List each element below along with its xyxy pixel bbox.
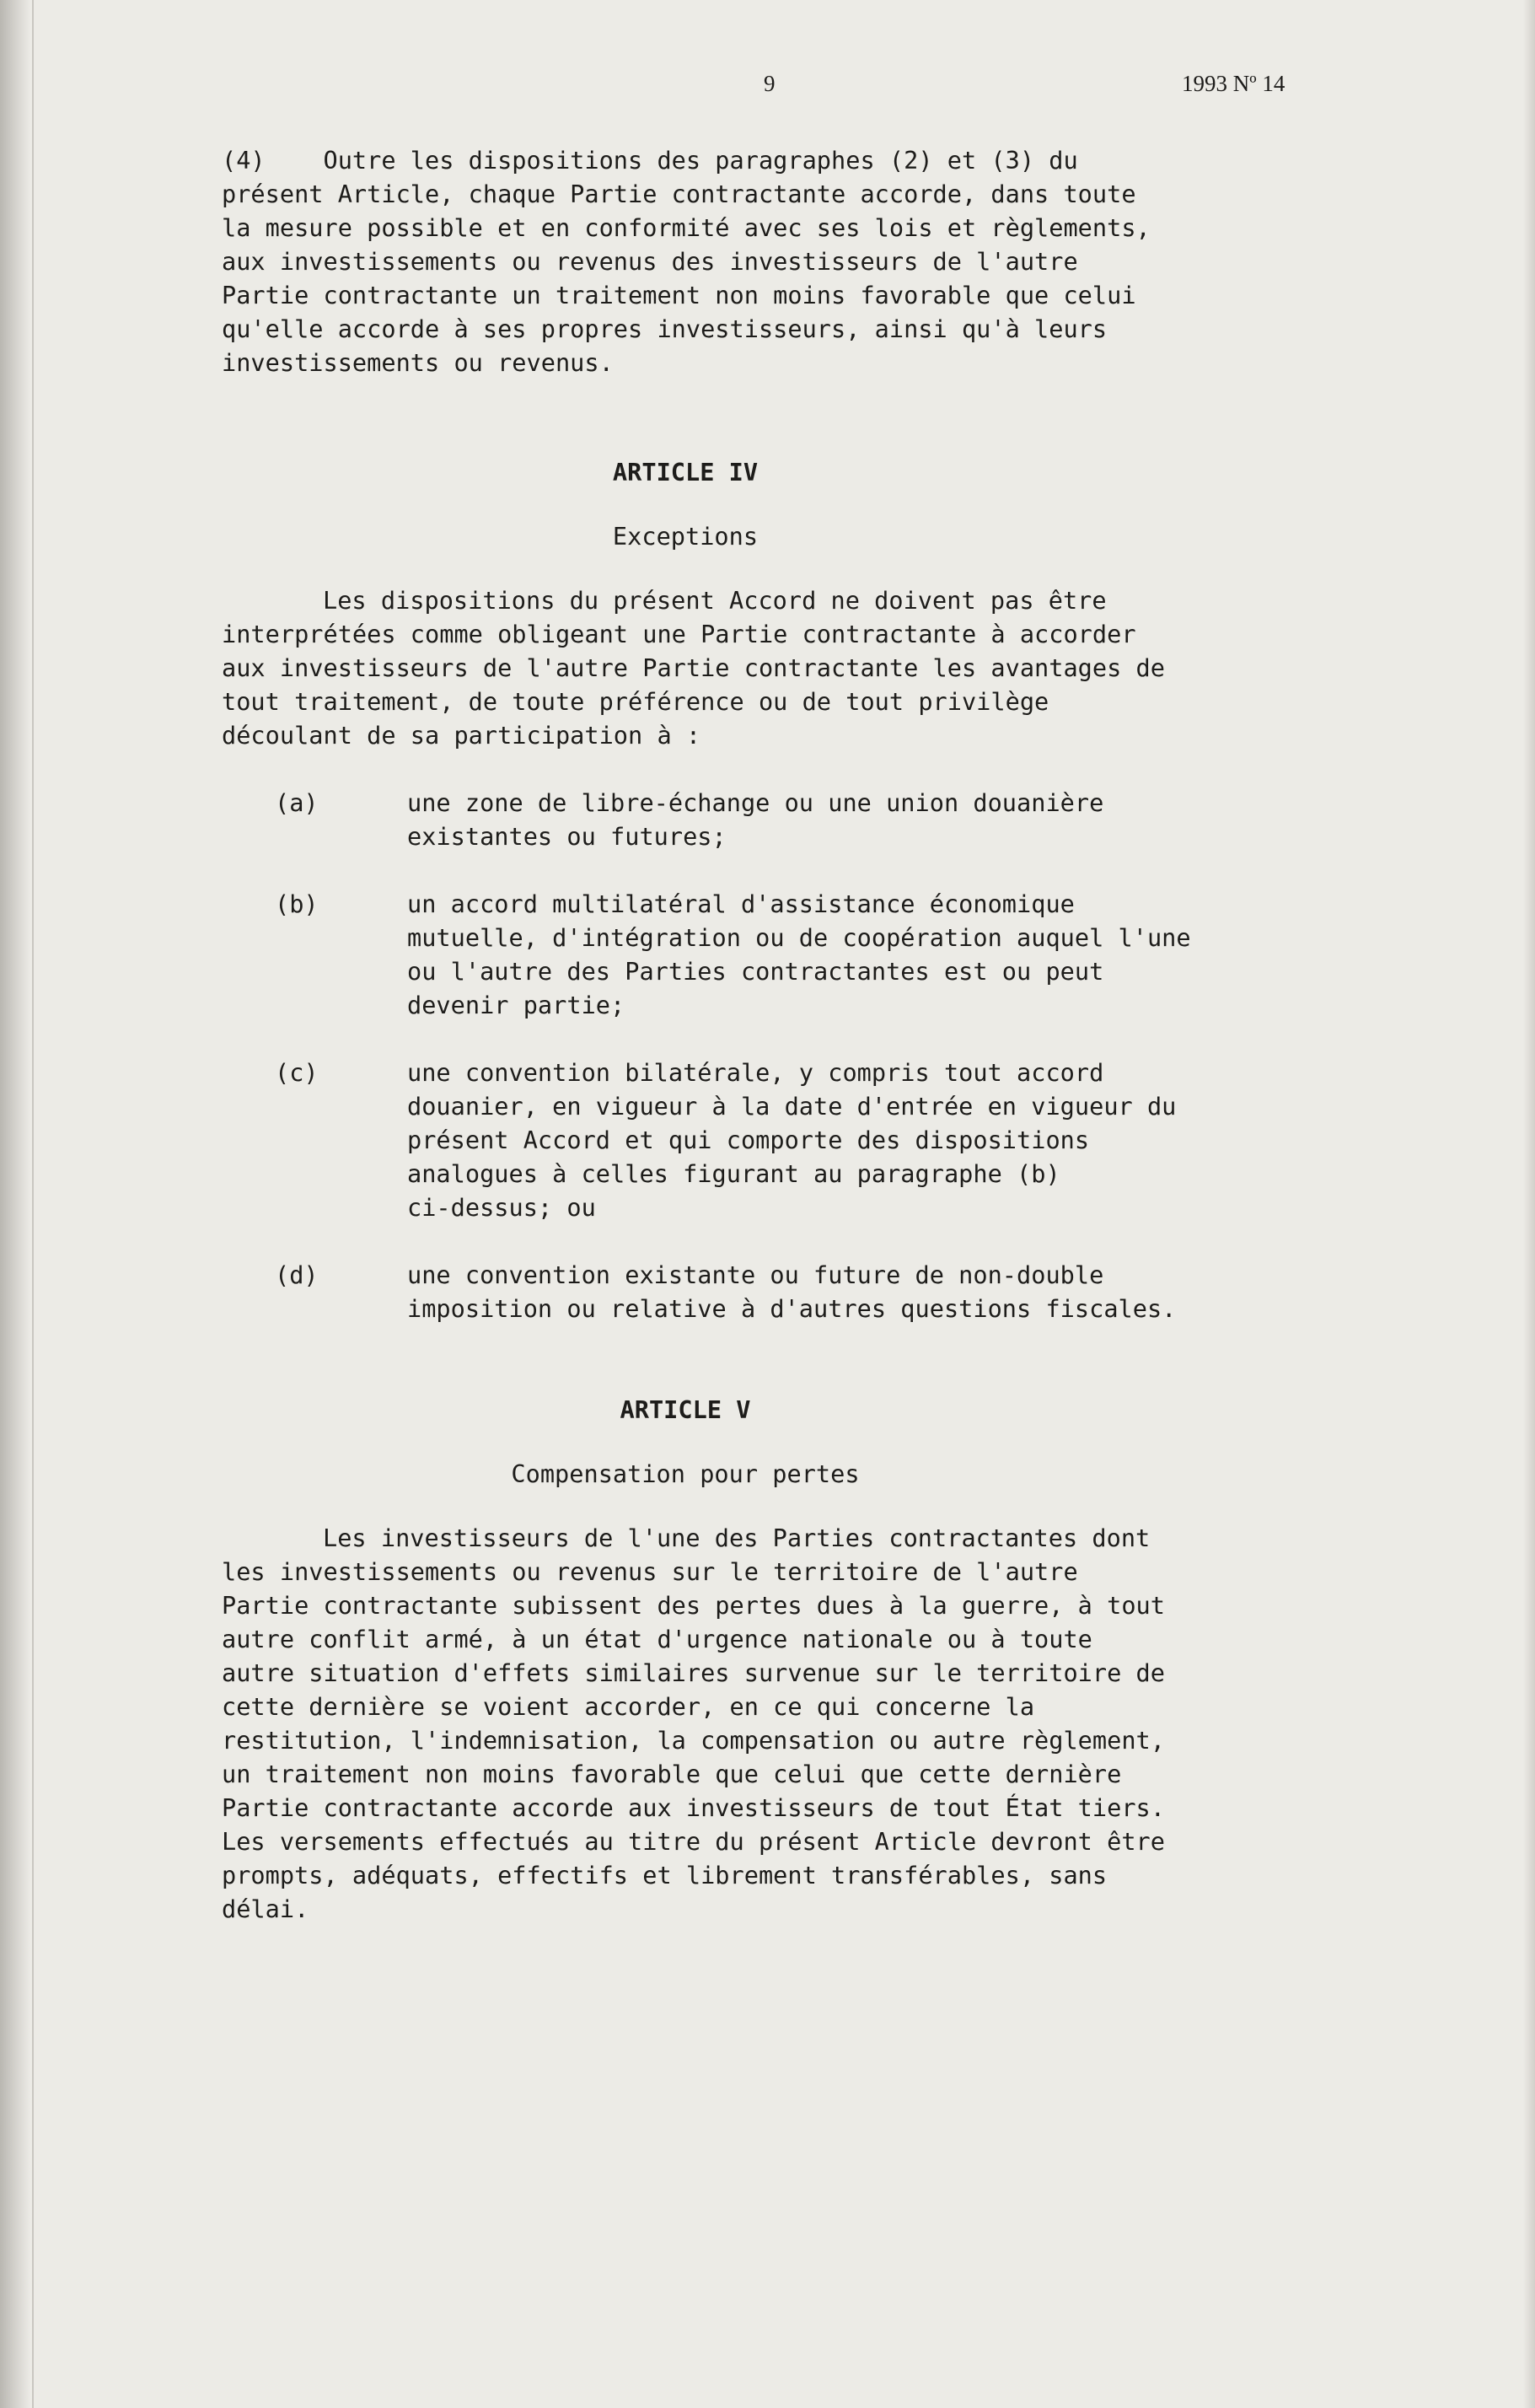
- article-v-body: [222, 1521, 1318, 1926]
- text-line: qu'elle accorde à ses propres investisseurs, ainsi qu'à leurs: [222, 314, 1108, 343]
- article-iv-intro: [222, 583, 1318, 752]
- text-line: les investissements ou revenus sur le territoire de l'autre: [222, 1557, 1078, 1586]
- text-line: imposition ou relative à d'autres questions fiscales.: [407, 1294, 1177, 1323]
- text-line: un accord multilatéral d'assistance économique: [407, 890, 1075, 918]
- text-line: analogues à celles figurant au paragraphe (b): [407, 1159, 1060, 1188]
- exception-item-a: [222, 786, 1318, 853]
- document-body: [222, 143, 1318, 1959]
- exception-item-b: [222, 887, 1318, 1022]
- text-line: la mesure possible et en conformité avec ses lois et règlements,: [222, 213, 1151, 242]
- text-line: prompts, adéquats, effectifs et librement transférables, sans: [222, 1861, 1108, 1889]
- text-line: Les dispositions du présent Accord ne doivent pas être: [323, 586, 1107, 615]
- text-line: restitution, l'indemnisation, la compensation ou autre règlement,: [222, 1726, 1165, 1755]
- text-line: une convention bilatérale, y compris tout accord: [407, 1058, 1104, 1087]
- page-left-binding-edge: [0, 0, 30, 2408]
- page-right-edge: [1523, 0, 1535, 2408]
- paragraph-4: [222, 143, 1318, 379]
- text-line: devenir partie;: [407, 991, 625, 1019]
- text-line: une zone de libre-échange ou une union douanière: [407, 788, 1104, 817]
- text-line: autre conflit armé, à un état d'urgence nationale ou à toute: [222, 1625, 1092, 1653]
- text-line: délai.: [222, 1895, 309, 1923]
- text-line: existantes ou futures;: [407, 822, 727, 851]
- page-header: [0, 71, 1535, 105]
- article-iv-title: ARTICLE IV: [612, 458, 759, 486]
- text-line: ou l'autre des Parties contractantes est ou peut: [407, 957, 1104, 986]
- text-line: aux investissements ou revenus des investisseurs de l'autre: [222, 247, 1078, 276]
- item-label: (d): [275, 1260, 319, 1289]
- text-line: interprétées comme obligeant une Partie contractante à accorder: [222, 620, 1136, 648]
- text-line: (4) Outre les dispositions des paragraphes (2) et (3) du: [222, 146, 1078, 175]
- text-line: ci-dessus; ou: [407, 1193, 596, 1222]
- text-line: Partie contractante subissent des pertes dues à la guerre, à tout: [222, 1591, 1165, 1620]
- page-edge-line: [32, 0, 34, 2408]
- text-line: Les investisseurs de l'une des Parties contractantes dont: [323, 1524, 1151, 1552]
- text-line: Partie contractante accorde aux investisseurs de tout État tiers.: [222, 1793, 1165, 1822]
- text-line: douanier, en vigueur à la date d'entrée en vigueur du: [407, 1092, 1177, 1121]
- item-label: (b): [275, 890, 319, 918]
- item-label: (c): [275, 1058, 319, 1087]
- text-line: Partie contractante un traitement non moins favorable que celui: [222, 281, 1136, 309]
- text-line: Les versements effectués au titre du présent Article devront être: [222, 1827, 1165, 1856]
- text-line: découlant de sa participation à :: [222, 721, 701, 750]
- article-v-title: ARTICLE V: [620, 1395, 751, 1424]
- item-label: (a): [275, 788, 319, 817]
- article-v-subtitle: Compensation pour pertes: [511, 1459, 860, 1488]
- text-line: tout traitement, de toute préférence ou de tout privilège: [222, 687, 1049, 716]
- text-line: mutuelle, d'intégration ou de coopération auquel l'une: [407, 923, 1191, 952]
- text-line: investissements ou revenus.: [222, 348, 614, 377]
- gazette-reference: 1993 Nº 14: [1182, 71, 1285, 96]
- text-line: un traitement non moins favorable que celui que cette dernière: [222, 1760, 1122, 1788]
- text-line: présent Accord et qui comporte des dispositions: [407, 1126, 1090, 1154]
- text-line: autre situation d'effets similaires survenue sur le territoire de: [222, 1658, 1165, 1687]
- exception-item-d: [222, 1258, 1318, 1325]
- article-iv-subtitle: Exceptions: [612, 522, 759, 551]
- page-number: 9: [764, 71, 776, 96]
- text-line: cette dernière se voient accorder, en ce qui concerne la: [222, 1692, 1035, 1721]
- text-line: aux investisseurs de l'autre Partie contractante les avantages de: [222, 653, 1165, 682]
- text-line: une convention existante ou future de non-double: [407, 1260, 1104, 1289]
- exception-item-c: [222, 1056, 1318, 1224]
- text-line: présent Article, chaque Partie contractante accorde, dans toute: [222, 180, 1136, 208]
